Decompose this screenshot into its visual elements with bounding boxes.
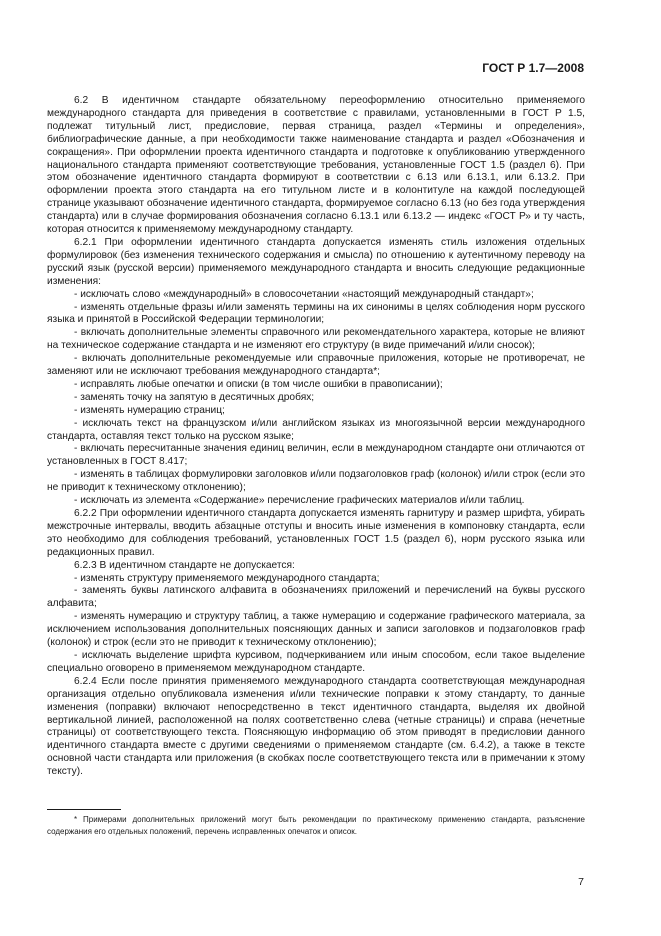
footnote-divider (47, 809, 121, 810)
document-header: ГОСТ Р 1.7—2008 (482, 61, 584, 75)
list-item: - изменять нумерацию страниц; (74, 404, 225, 416)
paragraph-6-2-4: 6.2.4 Если после принятия применяемого международного стандарта соответствующая международная организация отдельно опубликовала изменения и/или технические поправки к этому стандарту, то данные изменения (поправки) включают непосредственно в текст идентичного стандарта, выделяя их двойной вертикальной линией, расположенной на полях соответственно слева (четные страницы) и справа (нечетные страницы) от соответствующего текста. Поясняющую информацию об этом приводят в предисловии данного идентичного стандарта вместе с другими сведениями о применяемом стандарте (см. 6.4.2), а также в тексте основной части стандарта или приложения (в скобках после соответствующего текста или в примечании к этому тексту). (47, 675, 585, 778)
list-item: - исключать текст на французском и/или английском языках из многоязычной версии международного стандарта, оставляя текст только на русском языке; (47, 417, 585, 442)
list-item: - включать дополнительные рекомендуемые или справочные приложения, которые не противоречат, не заменяют или не исключают требования международного стандарта*; (47, 353, 585, 378)
paragraph-6-2-3: 6.2.3 В идентичном стандарте не допускается: (74, 559, 295, 571)
list-item: - изменять структуру применяемого международного стандарта; (74, 572, 380, 584)
list-item: - исключать выделение шрифта курсивом, подчеркиванием или иным способом, если такое выделение специально оговорено в применяемом международном стандарте. (47, 649, 585, 674)
main-text (47, 95, 585, 779)
paragraph-6-2-2: 6.2.2 При оформлении идентичного стандарта допускается изменять гарнитуру и размер шрифта, убирать межстрочные интервалы, вводить абзацные отступы и вносить иные изменения в компоновку стандарта, если это необходимо для соблюдения требований, установленных ГОСТ 1.5 (раздел 6), норм русского языка или редакционных правил. (47, 508, 585, 558)
list-item: - изменять нумерацию и структуру таблиц, а также нумерацию и содержание графического материала, за исключением использования дополнительных поясняющих данных и записи заголовков и подзаголовков граф (колонок) и строк (если это не приводит к техническому отклонению); (47, 611, 585, 649)
list-item: - изменять отдельные фразы и/или заменять термины на их синонимы в целях соблюдения норм русского языка и принятой в Российской Федерации терминологии; (47, 301, 585, 326)
list-item: - исправлять любые опечатки и описки (в том числе ошибки в правописании); (74, 378, 443, 390)
paragraph-6-2-1: 6.2.1 При оформлении идентичного стандарта допускается изменять стиль изложения отдельных формулировок (без изменения технического содержания и смысла) по отношению к аутентичному переводу на русский язык (русской версии) применяемого международного стандарта и вносить следующие редакционные изменения: (47, 236, 585, 287)
list-item: - включать дополнительные элементы справочного или рекомендательного характера, которые не влияют на техническое содержание стандарта и не изменяют его структуру (в виде примечаний и/или сносок); (47, 327, 585, 352)
list-item: - изменять в таблицах формулировки заголовков и/или подзаголовков граф (колонок) и/или строк (если это не приводит к техническому отклонению); (47, 469, 585, 494)
list-item: - включать пересчитанные значения единиц величин, если в международном стандарте они отличаются от установленных в ГОСТ 8.417; (47, 443, 585, 468)
list-item: - заменять буквы латинского алфавита в обозначениях приложений и перечислений на буквы русского алфавита; (47, 585, 585, 610)
list-item: - исключать из элемента «Содержание» перечисление графических материалов и/или таблиц. (74, 495, 525, 507)
paragraph-6-2: 6.2 В идентичном стандарте обязательному переоформлению относительно применяемого международного стандарта для приведения в соответствие с правилами, установленными в ГОСТ Р 1.5, подлежат титульный лист, предисловие, первая страница, раздел «Термины и определения», библиографические данные, а при необходимости также наименование стандарта и раздел «Обозначения и сокращения». При оформлении проекта идентичного стандарта и подготовке к опубликованию утвержденного национального стандарта применяют соответствующие требования, установленные ГОСТ 1.5 (раздел 6). При этом обозначение идентичного стандарта формируют в соответствии с 6.13 или 6.13.1, или 6.13.2. При оформлении проекта этого стандарта на его титульном листе и в колонтитуле на каждой последующей странице указывают обозначение идентичного стандарта, формируемое согласно 6.13 (но без года утверждения стандарта) или в случае формирования обозначения согласно 6.13.1 или 6.13.2 — индекс «ГОСТ Р» и ту часть, которая относится к применяемому международному стандарту. (47, 95, 585, 236)
footnote: * Примерами дополнительных приложений могут быть рекомендации по практическому применению стандарта, разъяснение содержания его отдельных положений, перечень исправленных опечаток и описок. (47, 815, 585, 836)
list-item: - исключать слово «международный» в словосочетании «настоящий международный стандарт»; (74, 288, 534, 300)
list-item: - заменять точку на запятую в десятичных дробях; (74, 391, 315, 403)
page-number: 7 (578, 876, 584, 888)
